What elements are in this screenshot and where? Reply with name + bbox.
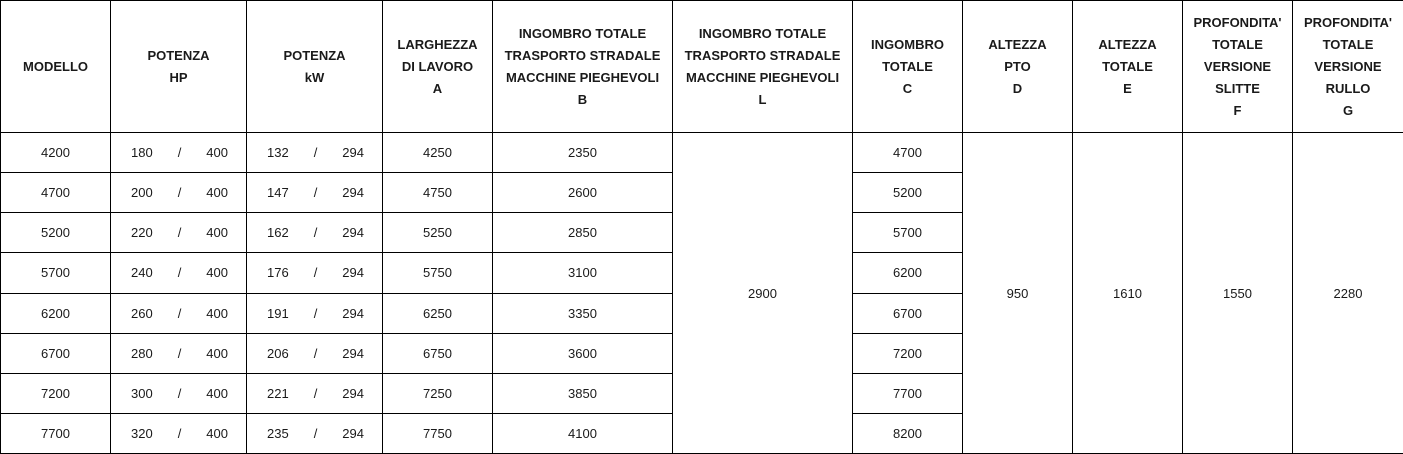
header-line: MACCHINE PIEGHEVOLI — [505, 69, 660, 85]
header-line: DI LAVORO — [401, 58, 474, 74]
header-line: PROFONDITA' — [1193, 14, 1282, 30]
value-min: 200 — [131, 185, 153, 201]
cell-potenza-kw — [247, 213, 383, 253]
header-line: D — [1012, 80, 1023, 96]
value-min: 240 — [131, 265, 153, 281]
header-line: INGOMBRO TOTALE — [698, 25, 827, 41]
header-profondita-f — [1183, 1, 1293, 133]
header-line: POTENZA — [283, 47, 346, 63]
cell-potenza-kw — [247, 333, 383, 373]
value-max: 400 — [206, 305, 228, 321]
value-separator: / — [177, 185, 182, 201]
header-line: PTO — [1004, 58, 1031, 74]
cell-larghezza-a: 7750 — [383, 413, 493, 453]
cell-larghezza-a: 5750 — [383, 253, 493, 293]
value-separator: / — [313, 385, 318, 401]
value-max: 294 — [342, 425, 364, 441]
header-line: C — [902, 80, 913, 96]
header-profondita-g — [1293, 1, 1403, 133]
cell-larghezza-a: 5250 — [383, 213, 493, 253]
header-line: MODELLO — [23, 58, 88, 74]
header-ingombro-l — [673, 1, 853, 133]
cell-potenza-hp — [111, 293, 247, 333]
cell-profondita-g: 2280 — [1293, 133, 1403, 454]
header-line: E — [1123, 80, 1132, 96]
header-line: INGOMBRO TOTALE — [518, 25, 647, 41]
cell-potenza-hp — [111, 253, 247, 293]
header-potenza-kw — [247, 1, 383, 133]
value-max: 400 — [206, 225, 228, 241]
cell-potenza-hp — [111, 213, 247, 253]
value-separator: / — [177, 265, 182, 281]
cell-larghezza-a: 4750 — [383, 173, 493, 213]
cell-potenza-hp — [111, 173, 247, 213]
cell-potenza-kw — [247, 173, 383, 213]
cell-modello: 4200 — [1, 133, 111, 173]
value-separator: / — [313, 345, 318, 361]
cell-ingombro-c: 5200 — [853, 173, 963, 213]
cell-ingombro-c: 4700 — [853, 133, 963, 173]
header-line: TOTALE — [1322, 36, 1374, 52]
cell-modello: 6700 — [1, 333, 111, 373]
cell-modello: 7700 — [1, 413, 111, 453]
cell-ingombro-c: 7700 — [853, 373, 963, 413]
value-min: 280 — [131, 345, 153, 361]
value-max: 400 — [206, 265, 228, 281]
cell-ingombro-c: 6700 — [853, 293, 963, 333]
cell-ingombro-b: 3600 — [493, 333, 673, 373]
value-separator: / — [313, 265, 318, 281]
value-separator: / — [177, 225, 182, 241]
header-modello — [1, 1, 111, 133]
header-line: POTENZA — [147, 47, 210, 63]
value-min: 132 — [267, 145, 289, 161]
value-min: 162 — [267, 225, 289, 241]
header-line: TRASPORTO STRADALE — [684, 47, 841, 63]
table-row — [1, 133, 1403, 173]
header-line: VERSIONE — [1203, 58, 1272, 74]
cell-potenza-hp — [111, 413, 247, 453]
value-min: 320 — [131, 425, 153, 441]
value-min: 191 — [267, 305, 289, 321]
value-separator: / — [313, 185, 318, 201]
cell-modello: 5200 — [1, 213, 111, 253]
value-min: 220 — [131, 225, 153, 241]
header-line: TOTALE — [1102, 58, 1153, 74]
cell-potenza-kw — [247, 293, 383, 333]
value-max: 294 — [342, 145, 364, 161]
cell-potenza-hp — [111, 373, 247, 413]
header-line: kW — [304, 69, 325, 85]
cell-ingombro-c: 8200 — [853, 413, 963, 453]
cell-modello: 6200 — [1, 293, 111, 333]
value-separator: / — [177, 345, 182, 361]
value-max: 294 — [342, 385, 364, 401]
cell-altezza-e: 1610 — [1073, 133, 1183, 454]
cell-ingombro-c: 6200 — [853, 253, 963, 293]
header-line: INGOMBRO — [871, 36, 944, 52]
cell-larghezza-a: 6250 — [383, 293, 493, 333]
value-min: 180 — [131, 145, 153, 161]
header-line: LARGHEZZA — [397, 36, 478, 52]
header-line: RULLO — [1325, 80, 1371, 96]
cell-potenza-hp — [111, 133, 247, 173]
cell-potenza-kw — [247, 253, 383, 293]
value-min: 206 — [267, 345, 289, 361]
cell-modello: 7200 — [1, 373, 111, 413]
cell-ingombro-c: 7200 — [853, 333, 963, 373]
header-line: ALTEZZA — [988, 36, 1047, 52]
value-max: 400 — [206, 345, 228, 361]
cell-potenza-kw — [247, 413, 383, 453]
header-potenza-hp — [111, 1, 247, 133]
header-line: MACCHINE PIEGHEVOLI — [685, 69, 840, 85]
value-separator: / — [177, 385, 182, 401]
cell-ingombro-c: 5700 — [853, 213, 963, 253]
header-line: L — [758, 91, 767, 107]
value-min: 300 — [131, 385, 153, 401]
header-line: HP — [169, 69, 188, 85]
header-row — [1, 1, 1403, 133]
header-altezza-d — [963, 1, 1073, 133]
value-min: 260 — [131, 305, 153, 321]
value-max: 400 — [206, 385, 228, 401]
value-separator: / — [313, 145, 318, 161]
value-min: 221 — [267, 385, 289, 401]
value-max: 294 — [342, 185, 364, 201]
header-line: TOTALE — [882, 58, 933, 74]
cell-ingombro-b: 3350 — [493, 293, 673, 333]
value-max: 294 — [342, 265, 364, 281]
cell-ingombro-l: 2900 — [673, 133, 853, 454]
cell-altezza-d: 950 — [963, 133, 1073, 454]
value-min: 176 — [267, 265, 289, 281]
header-line: VERSIONE — [1314, 58, 1382, 74]
value-max: 294 — [342, 345, 364, 361]
cell-ingombro-b: 2350 — [493, 133, 673, 173]
header-line: B — [577, 91, 588, 107]
header-line: PROFONDITA' — [1303, 14, 1393, 30]
value-max: 400 — [206, 185, 228, 201]
header-ingombro-b — [493, 1, 673, 133]
cell-potenza-kw — [247, 373, 383, 413]
header-line: TOTALE — [1212, 36, 1263, 52]
header-altezza-e — [1073, 1, 1183, 133]
cell-potenza-kw — [247, 133, 383, 173]
cell-ingombro-b: 4100 — [493, 413, 673, 453]
cell-modello: 4700 — [1, 173, 111, 213]
cell-larghezza-a: 6750 — [383, 333, 493, 373]
cell-ingombro-b: 3850 — [493, 373, 673, 413]
value-separator: / — [177, 145, 182, 161]
header-line: A — [432, 80, 443, 96]
value-max: 294 — [342, 305, 364, 321]
cell-ingombro-b: 2600 — [493, 173, 673, 213]
value-min: 147 — [267, 185, 289, 201]
cell-larghezza-a: 4250 — [383, 133, 493, 173]
cell-ingombro-b: 3100 — [493, 253, 673, 293]
value-separator: / — [177, 305, 182, 321]
header-line: G — [1342, 102, 1354, 118]
value-max: 294 — [342, 225, 364, 241]
header-line: F — [1233, 102, 1242, 118]
header-line: ALTEZZA — [1098, 36, 1157, 52]
value-separator: / — [313, 305, 318, 321]
cell-potenza-hp — [111, 333, 247, 373]
header-line: TRASPORTO STRADALE — [504, 47, 661, 63]
header-ingombro-c — [853, 1, 963, 133]
cell-ingombro-b: 2850 — [493, 213, 673, 253]
cell-profondita-f: 1550 — [1183, 133, 1293, 454]
value-separator: / — [177, 425, 182, 441]
header-larghezza — [383, 1, 493, 133]
value-separator: / — [313, 425, 318, 441]
value-max: 400 — [206, 145, 228, 161]
value-separator: / — [313, 225, 318, 241]
value-min: 235 — [267, 425, 289, 441]
value-max: 400 — [206, 425, 228, 441]
cell-larghezza-a: 7250 — [383, 373, 493, 413]
header-line: SLITTE — [1215, 80, 1260, 96]
cell-modello: 5700 — [1, 253, 111, 293]
